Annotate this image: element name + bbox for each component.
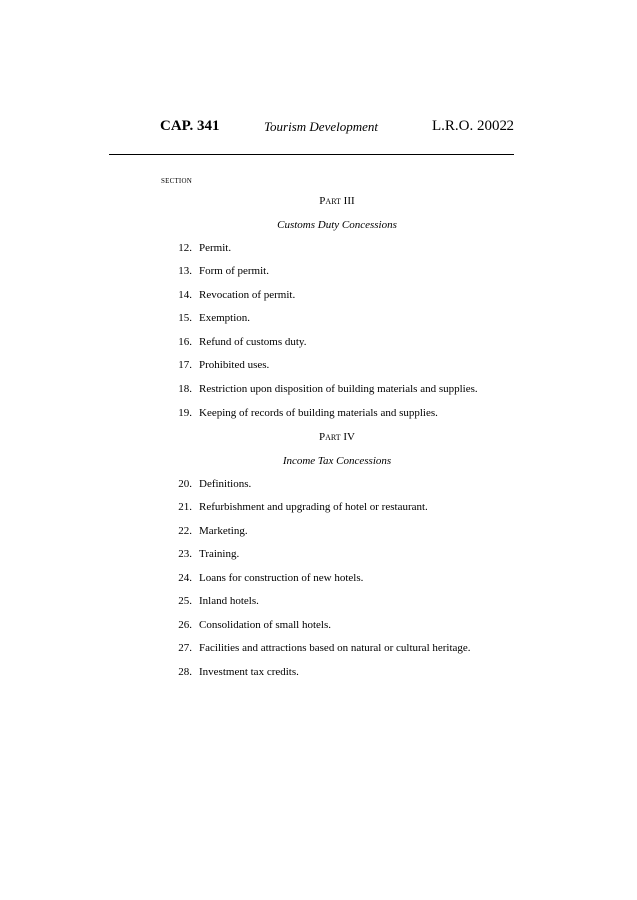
entry-title: Prohibited uses. [199,359,270,371]
entry-number: 21. [178,501,192,513]
entry-title: Facilities and attractions based on natural or cultural heritage. [199,642,471,654]
page-header [160,118,514,140]
header-rule [109,154,514,155]
entry-title: Permit. [199,242,232,254]
part-subheading: Customs Duty Concessions [277,219,397,231]
entry-title: Refund of customs duty. [199,336,307,348]
entry-title: Consolidation of small hotels. [199,619,331,631]
entry-number: 13. [178,265,192,277]
entry-number: 18. [178,383,192,395]
entry-title: Loans for construction of new hotels. [199,572,364,584]
entry-title: Training. [199,548,240,560]
chapter-number: CAP. 341 [160,118,220,134]
entry-number: 22. [178,525,192,537]
entry-title: Investment tax credits. [199,666,299,678]
entry-title: Restriction upon disposition of building materials and supplies. [199,383,478,395]
part-heading: Part IV [319,431,355,443]
entry-number: 25. [178,595,192,607]
running-title: Tourism Development [264,119,378,134]
entry-number: 20. [178,478,192,490]
section-column-label: SECTION [161,177,192,185]
entry-number: 19. [178,407,192,419]
page-number: 2 [506,118,514,134]
entry-number: 23. [178,548,192,560]
entry-number: 12. [178,242,192,254]
entry-number: 14. [178,289,192,301]
entry-number: 26. [178,619,192,631]
entry-title: Exemption. [199,312,251,324]
entry-number: 16. [178,336,192,348]
entry-title: Inland hotels. [199,595,259,607]
entry-title: Definitions. [199,478,252,490]
entry-number: 17. [178,359,192,371]
entry-title: Revocation of permit. [199,289,296,301]
revision-edition: L.R.O. 2002 [432,118,507,134]
entry-number: 15. [178,312,192,324]
entry-number: 27. [178,642,192,654]
entry-title: Refurbishment and upgrading of hotel or restaurant. [199,501,428,513]
entry-title: Form of permit. [199,265,269,277]
entry-number: 28. [178,666,192,678]
entry-title: Keeping of records of building materials and supplies. [199,407,438,419]
part-heading: Part III [319,195,355,207]
part-subheading: Income Tax Concessions [282,455,392,467]
entry-title: Marketing. [199,525,248,537]
entry-number: 24. [178,572,192,584]
